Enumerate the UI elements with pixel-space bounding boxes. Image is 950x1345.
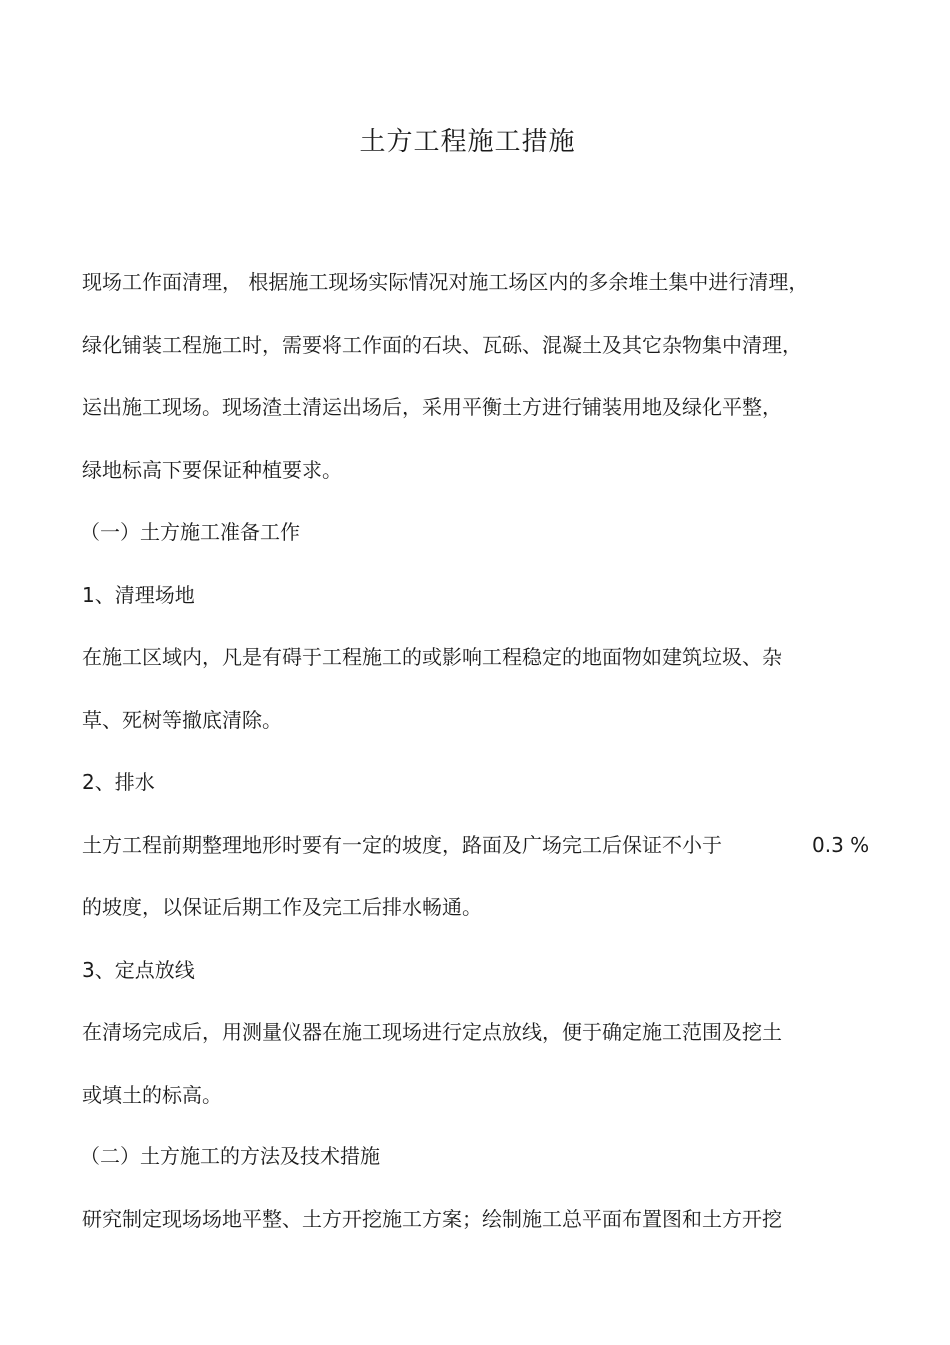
paragraph-line: 在施工区域内，凡是有碍于工程施工的或影响工程稳定的地面物如建筑垃圾、杂 <box>82 645 782 669</box>
paragraph-line: 运出施工现场。现场渣土清运出场后，采用平衡土方进行铺装用地及绿化平整， <box>82 395 782 419</box>
subheading-stakeout: 3、定点放线 <box>82 958 195 982</box>
slope-value: 0.3 % <box>812 833 870 857</box>
subheading-clear-site: 1、清理场地 <box>82 583 195 607</box>
section-heading-2: （二）土方施工的方法及技术措施 <box>80 1144 380 1168</box>
paragraph-line: 草、死树等撤底清除。 <box>82 708 282 732</box>
paragraph-line: 绿地标高下要保证种植要求。 <box>82 458 342 482</box>
paragraph-line: 或填土的标高。 <box>82 1083 222 1107</box>
paragraph-line: 现场工作面清理， 根据施工现场实际情况对施工场区内的多余堆土集中进行清理， <box>82 270 809 294</box>
paragraph-line: 土方工程前期整理地形时要有一定的坡度，路面及广场完工后保证不小于 <box>82 833 722 857</box>
paragraph-line: 的坡度，以保证后期工作及完工后排水畅通。 <box>82 895 482 919</box>
paragraph-line: 研究制定现场场地平整、土方开挖施工方案；绘制施工总平面布置图和土方开挖 <box>82 1207 782 1231</box>
section-heading-1: （一）土方施工准备工作 <box>80 520 300 544</box>
subheading-drainage: 2、排水 <box>82 770 155 794</box>
paragraph-line: 在清场完成后，用测量仪器在施工现场进行定点放线，便于确定施工范围及挖土 <box>82 1020 782 1044</box>
document-title: 土方工程施工措施 <box>359 127 576 157</box>
paragraph-line: 绿化铺装工程施工时，需要将工作面的石块、瓦砾、混凝土及其它杂物集中清理， <box>82 333 802 357</box>
